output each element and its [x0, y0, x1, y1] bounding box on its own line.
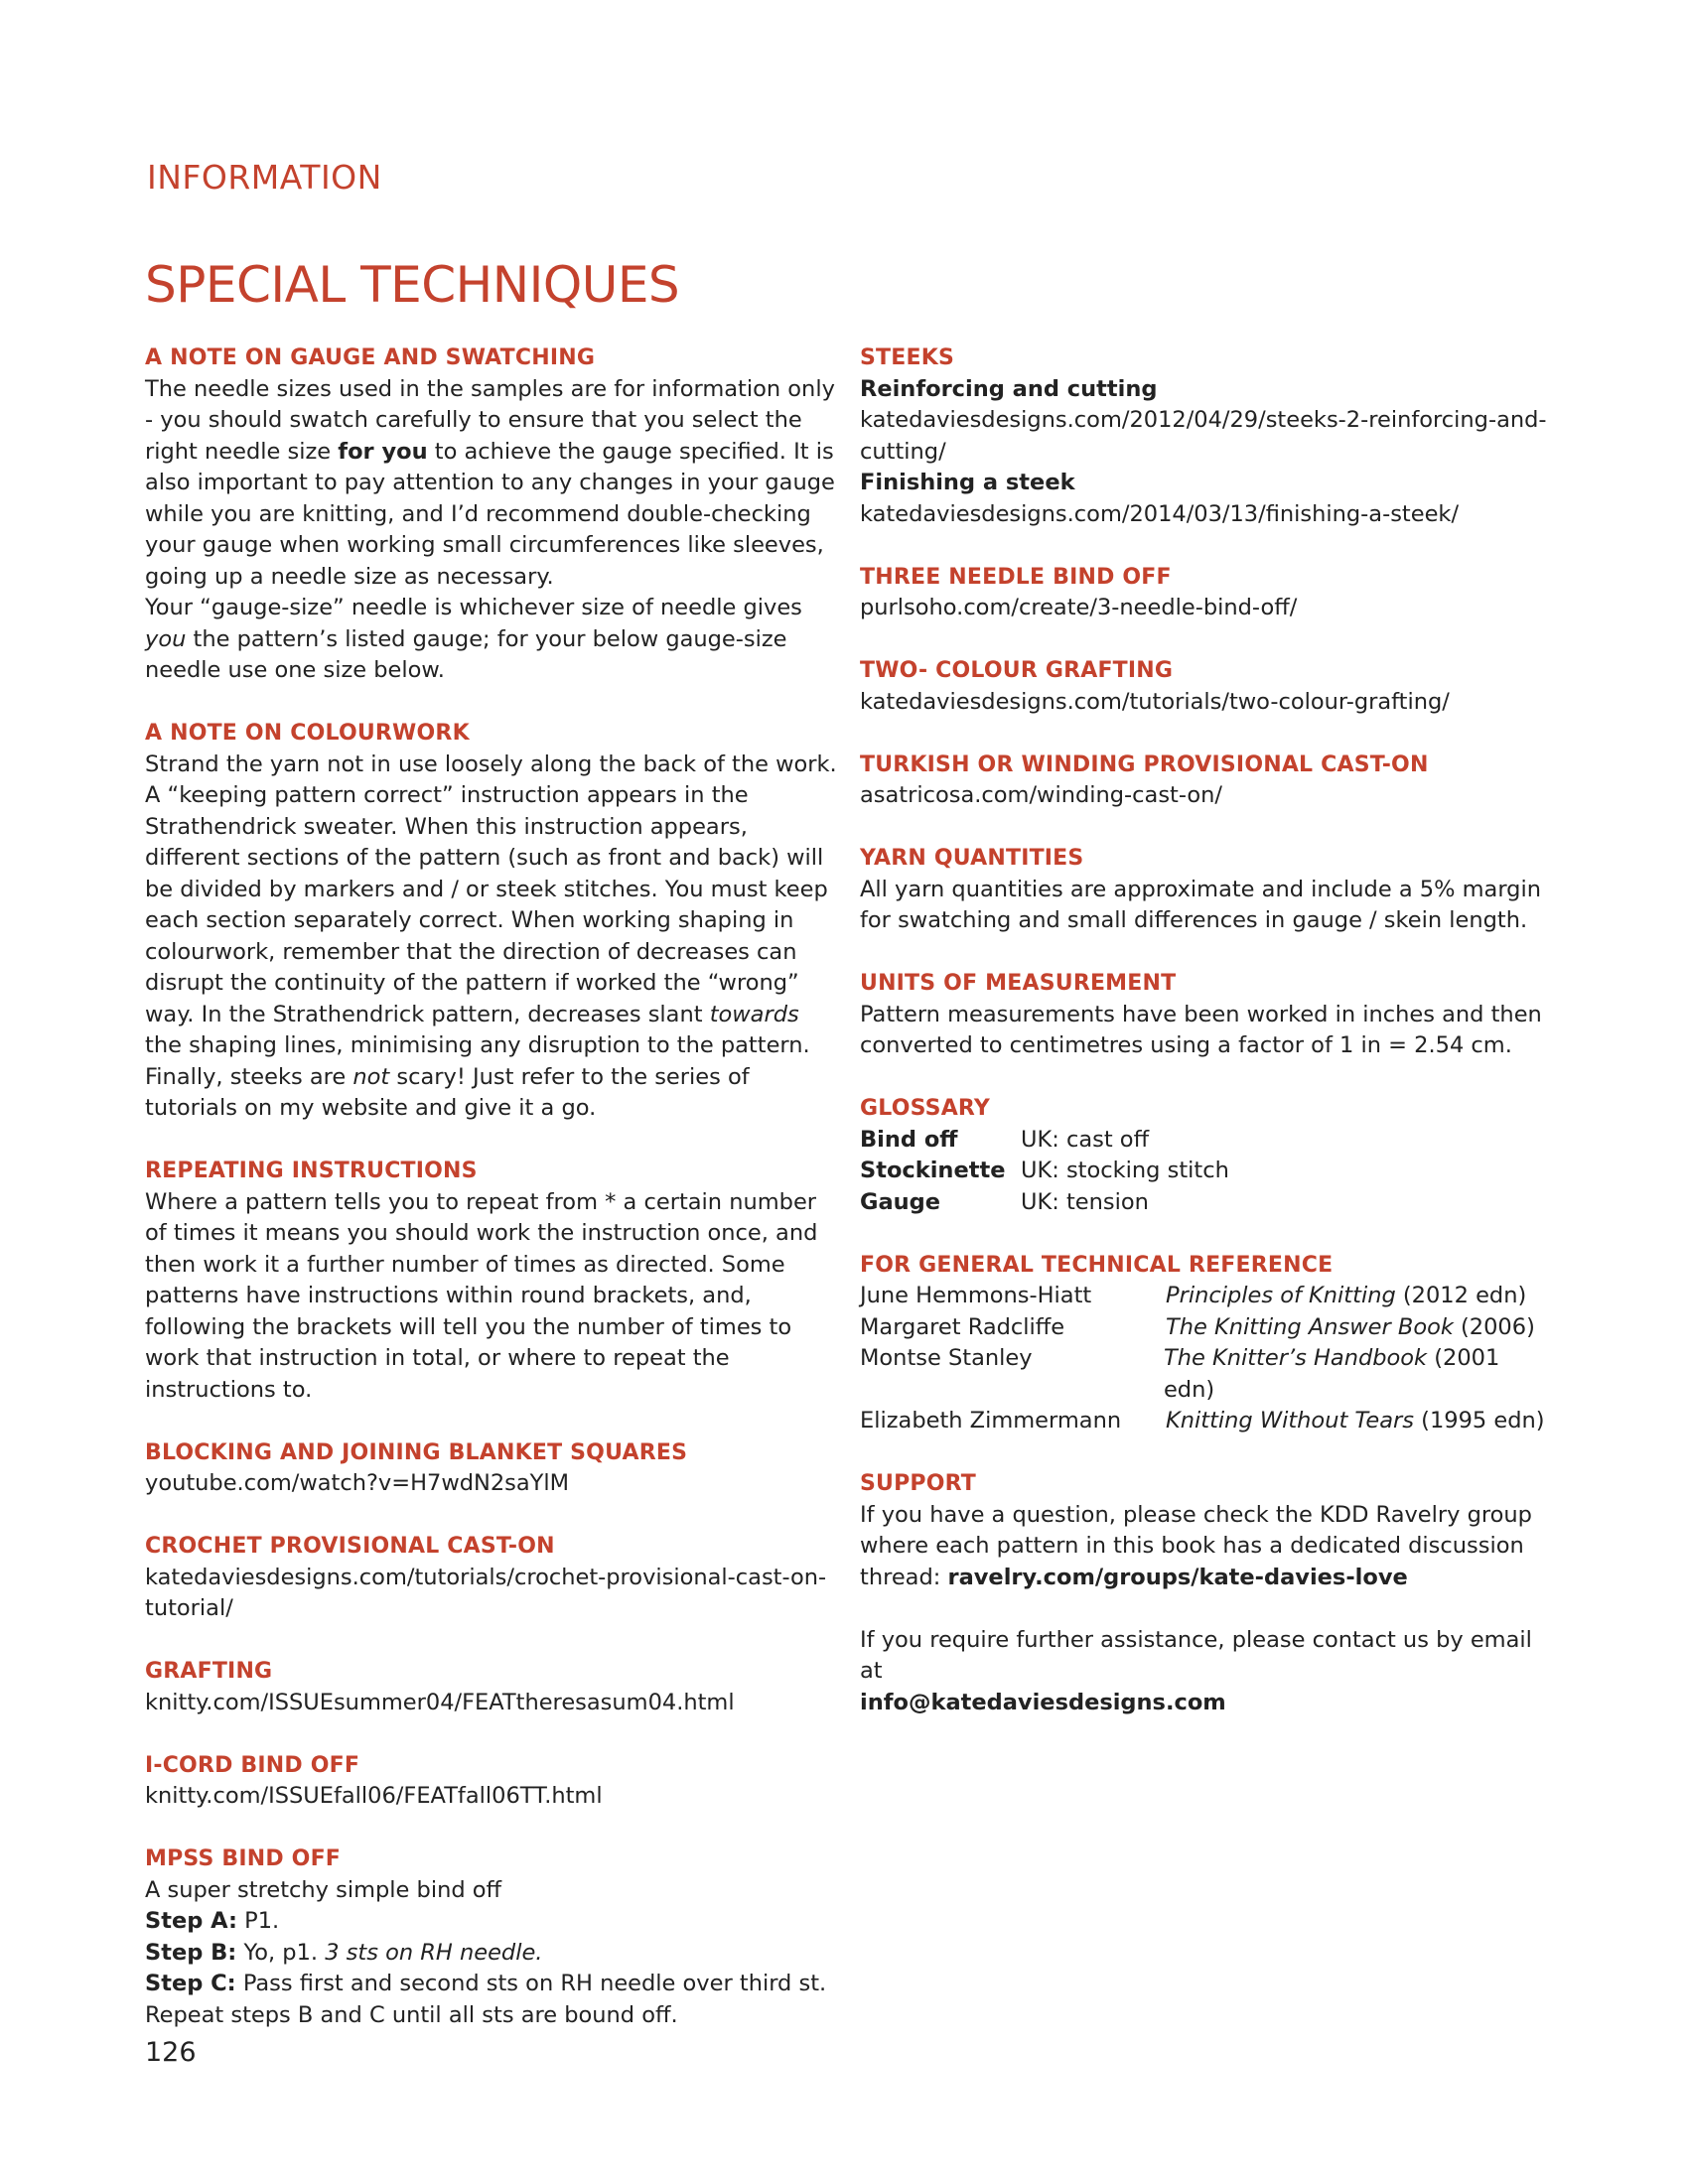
reference-row [860, 1281, 1555, 1312]
section-two-colour [860, 655, 1555, 718]
step-text: Yo, p1. [236, 1939, 326, 1966]
section-colourwork [145, 718, 840, 1125]
paragraph [145, 750, 840, 1125]
subheading: Finishing a steek [860, 470, 1075, 495]
italic-text: not [352, 1063, 390, 1090]
reference-book [1164, 1343, 1555, 1406]
text: to achieve the gauge specified. It is also important to pay attention to any changes in your gauge while you are knitting, and I’d recommend double-checking your gauge when working small circumferences like sleeves, going up a needle size as necessary. [145, 438, 835, 590]
section-glossary [860, 1093, 1555, 1218]
page-title: SPECIAL TECHNIQUES [145, 256, 680, 314]
glossary-definition: UK: stocking stitch [1021, 1158, 1229, 1183]
section-heading: SUPPORT [860, 1471, 977, 1496]
step-text: Pass first and second sts on RH needle over third st. [235, 1971, 827, 1996]
reference-author: Elizabeth Zimmermann [860, 1408, 1122, 1433]
repeat-text: Repeat steps B and C until all sts are bound off. [145, 2001, 678, 2028]
step-c [145, 1969, 840, 2000]
italic-text: 3 sts on RH needle. [325, 1939, 543, 1966]
reference-book [1166, 1406, 1545, 1437]
paragraph: Where a pattern tells you to repeat from * a certain number of times it means you should work the instruction once, and then work it a further number of times as directed. Some patterns have instructions within round brackets, and, following the brackets will tell you the number of times to work that instruction in total, or where to repeat the instructions to. [145, 1188, 818, 1403]
section-kicker: INFORMATION [147, 158, 382, 197]
text: If you have a question, please check the KDD Ravelry group where each pattern in this book has a dedicated discussion thread: [860, 1501, 1532, 1590]
section-repeating [145, 1156, 840, 1406]
section-grafting [145, 1656, 840, 1718]
step-label: Step A: [145, 1908, 237, 1934]
section-heading: GRAFTING [145, 1659, 273, 1684]
glossary-definition: UK: tension [1021, 1188, 1149, 1215]
emphasis-text: for you [338, 438, 428, 465]
book-title: Knitting Without Tears [1166, 1408, 1415, 1433]
book-edition: (2001 edn) [1163, 1345, 1500, 1403]
email-link[interactable]: info@katedaviesdesigns.com [860, 1689, 1226, 1715]
step-text: P1. [237, 1908, 280, 1934]
italic-text: towards [709, 1001, 799, 1027]
spacer [860, 1593, 1555, 1625]
link-text[interactable]: asatricosa.com/winding-cast-on/ [860, 782, 1223, 808]
glossary-term: Gauge [860, 1188, 941, 1215]
text: Strand the yarn not in use loosely along the back of the work. A “keeping pattern correct” instruction appears in the Strathendrick sweater. When this instruction appears, different sections of the pattern (such as front and back) will be divided by markers and / or steek stitches. You must keep each section separately correct. When working shaping in colourwork, remember that the direction of decreases can disrupt the continuity of the pattern if worked the “wrong” way. In the Strathendrick pattern, decreases slant [145, 751, 837, 1027]
book-title: The Knitter’s Handbook [1163, 1345, 1428, 1371]
paragraph [860, 1500, 1555, 1594]
link-text[interactable]: knitty.com/ISSUEfall06/FEATfall06TT.html [145, 1783, 603, 1809]
section-three-needle [860, 562, 1555, 624]
section-support [860, 1468, 1555, 1718]
text: Your “gauge-size” needle is whichever size of needle gives [145, 595, 802, 620]
reference-book [1166, 1281, 1526, 1312]
paragraph [145, 374, 840, 594]
reference-row [860, 1406, 1555, 1437]
section-heading: GLOSSARY [860, 1096, 990, 1121]
section-gauge [145, 342, 840, 687]
glossary-term: Stockinette [860, 1158, 1006, 1183]
section-heading: YARN QUANTITIES [860, 846, 1084, 871]
reference-author: Montse Stanley [860, 1345, 1033, 1371]
section-steeks [860, 342, 1555, 530]
text: the shaping lines, minimising any disruption to the pattern. Finally, steeks are [145, 1032, 810, 1090]
text: The needle sizes used in the samples are for information only - you should swatch carefully to ensure that you select the right needle size [145, 375, 835, 465]
glossary-row [860, 1125, 1555, 1157]
text: the pattern’s listed gauge; for your below gauge-size needle use one size below. [145, 625, 787, 683]
section-heading: MPSS BIND OFF [145, 1846, 342, 1871]
ravelry-link[interactable]: ravelry.com/groups/kate-davies-love [947, 1564, 1408, 1590]
book-title: The Knitting Answer Book [1166, 1313, 1454, 1340]
text: scary! Just refer to the series of tutorials on my website and give it a go. [145, 1063, 750, 1121]
paragraph: Pattern measurements have been worked in inches and then converted to centimetres using a factor of 1 in = 2.54 cm. [860, 1001, 1542, 1058]
section-heading: TWO- COLOUR GRAFTING [860, 658, 1174, 683]
page-number: 126 [145, 2037, 197, 2068]
reference-row [860, 1343, 1555, 1406]
link-text[interactable]: katedaviesdesigns.com/2014/03/13/finishing-a-steek/ [860, 500, 1460, 527]
section-heading: TURKISH OR WINDING PROVISIONAL CAST-ON [860, 751, 1429, 777]
reference-row [860, 1312, 1555, 1344]
glossary-row [860, 1156, 1555, 1187]
section-heading: UNITS OF MEASUREMENT [860, 971, 1177, 996]
section-yarn [860, 843, 1555, 937]
section-heading: STEEKS [860, 345, 955, 370]
section-heading: THREE NEEDLE BIND OFF [860, 564, 1172, 590]
link-text[interactable]: katedaviesdesigns.com/tutorials/two-colour-grafting/ [860, 688, 1450, 715]
link-text[interactable]: knitty.com/ISSUEsummer04/FEATtheresasum04.html [145, 1689, 735, 1715]
section-heading: A NOTE ON GAUGE AND SWATCHING [145, 345, 596, 370]
book-edition: (2006) [1453, 1313, 1535, 1340]
right-column [860, 342, 1555, 1750]
italic-text: you [145, 625, 187, 652]
section-reference [860, 1250, 1555, 1437]
section-blocking [145, 1437, 840, 1500]
link-text[interactable]: youtube.com/watch?v=H7wdN2saYlM [145, 1470, 570, 1496]
section-turkish [860, 750, 1555, 812]
section-heading: CROCHET PROVISIONAL CAST-ON [145, 1534, 555, 1559]
link-text[interactable]: purlsoho.com/create/3-needle-bind-off/ [860, 595, 1298, 620]
section-mpss [145, 1843, 840, 2031]
step-label: Step B: [145, 1939, 237, 1966]
book-edition: (2012 edn) [1395, 1283, 1527, 1308]
step-a [145, 1906, 840, 1938]
section-heading: I-CORD BIND OFF [145, 1752, 360, 1778]
section-heading: REPEATING INSTRUCTIONS [145, 1159, 478, 1183]
section-heading: FOR GENERAL TECHNICAL REFERENCE [860, 1252, 1334, 1278]
glossary-term: Bind off [860, 1126, 958, 1153]
section-heading: A NOTE ON COLOURWORK [145, 721, 470, 746]
paragraph: All yarn quantities are approximate and include a 5% margin for swatching and small differences in gauge / skein length. [860, 876, 1541, 933]
paragraph: If you require further assistance, please contact us by email at [860, 1626, 1532, 1684]
book-edition: (1995 edn) [1414, 1408, 1545, 1433]
left-column [145, 342, 840, 2063]
reference-book [1166, 1312, 1535, 1344]
section-crochet [145, 1531, 840, 1625]
link-text[interactable]: katedaviesdesigns.com/tutorials/crochet-provisional-cast-on-tutorial/ [145, 1564, 827, 1621]
reference-author: June Hemmons-Hiatt [860, 1283, 1092, 1308]
glossary-definition: UK: cast off [1021, 1126, 1150, 1153]
subheading: Reinforcing and cutting [860, 375, 1158, 402]
section-heading: BLOCKING AND JOINING BLANKET SQUARES [145, 1439, 688, 1465]
section-icord [145, 1750, 840, 1813]
glossary-row [860, 1187, 1555, 1219]
intro-text: A super stretchy simple bind off [145, 1876, 502, 1903]
step-label: Step C: [145, 1971, 236, 1996]
link-text[interactable]: katedaviesdesigns.com/2012/04/29/steeks-2-reinforcing-and-cutting/ [860, 407, 1547, 465]
reference-author: Margaret Radcliffe [860, 1313, 1065, 1340]
step-b [145, 1938, 840, 1970]
book-title: Principles of Knitting [1166, 1283, 1396, 1308]
paragraph [145, 593, 840, 687]
section-units [860, 968, 1555, 1062]
